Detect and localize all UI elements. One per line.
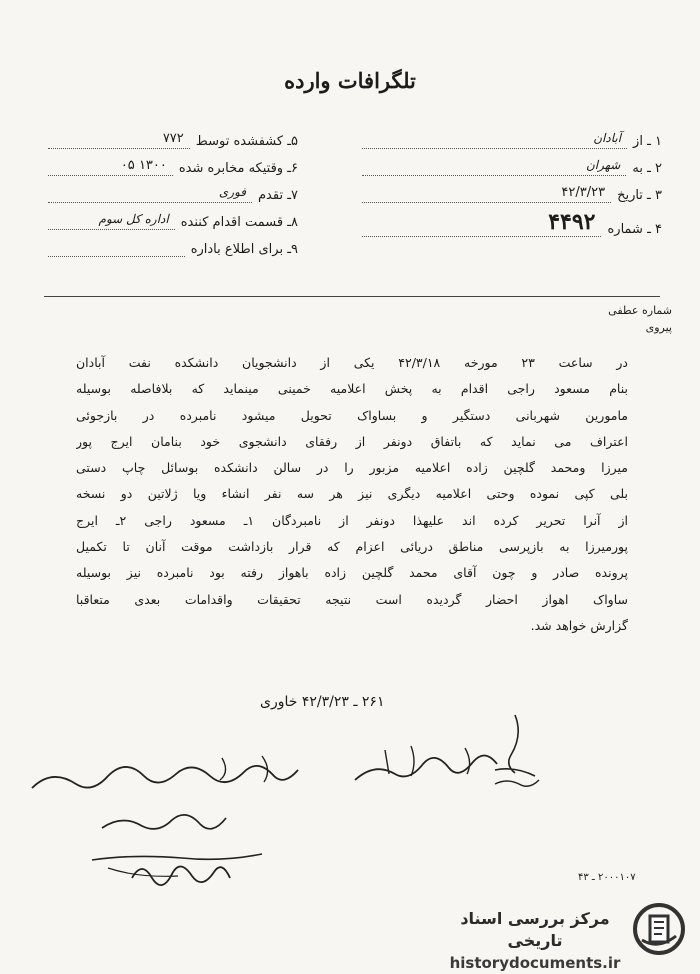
field-label: ۹ـ برای اطلاع باداره xyxy=(190,242,298,257)
field-value: ۴۴۹۲ xyxy=(362,209,601,237)
field-for-information xyxy=(48,230,298,257)
body-line: در ساعت ۲۳ مورخه ۴۲/۳/۱۸ یکی از دانشجویان دانشکده نفت آبادان xyxy=(76,355,628,370)
body-line: مامورین شهربانی دستگیر و بساواک تحویل میشود نامبرده در بازجوئی xyxy=(76,407,628,423)
field-sent-time xyxy=(48,149,298,176)
reference-number-label: شماره عطفی xyxy=(608,304,672,317)
field-label: ۲ ـ به xyxy=(632,161,662,176)
field-number xyxy=(362,203,662,237)
body-line: اعتراف می نماید که باتفاق دونفر از رفقای دانشجوی خود بنامان ایرج پور xyxy=(76,433,628,449)
body-line: پرونده صادر و چون آقای محمد گلچین زاده باهواز رفته بود نامبرده نیز بوسیله xyxy=(76,565,628,581)
field-value: آبادان xyxy=(362,131,627,149)
handwritten-note-right xyxy=(345,710,545,820)
field-label: ۷ـ تقدم xyxy=(258,188,298,203)
header-divider xyxy=(44,296,660,297)
field-label: ۳ ـ تاریخ xyxy=(617,188,662,203)
handwritten-note-left xyxy=(22,748,322,908)
field-label: ۵ـ کشفشده توسط xyxy=(195,134,298,149)
header-fields-left xyxy=(48,122,298,257)
field-priority xyxy=(48,176,298,203)
follow-up-label: پیروی xyxy=(645,321,672,334)
body-line: بلی کپی نموده وحتی اعلامیه دیگری نیز هر سه نفر انشاء ویا ژلاتین دو نسخه xyxy=(76,486,628,502)
field-label: ۱ ـ از xyxy=(633,134,662,149)
field-value: ۱۳۰۰ ۰۵ xyxy=(48,158,173,176)
field-label: ۶ـ وقتیکه مخابره شده xyxy=(178,161,298,176)
body-line: میرزا ومحمد گلچین زاده اعلامیه مزبور را در سالن دانشکده بوسائل چاپ دستی xyxy=(76,460,628,476)
field-to xyxy=(362,149,662,176)
field-value: ۴۲/۳/۲۳ xyxy=(362,185,611,203)
body-line: پورمیرزا به بازپرسی مناطق دریائی اعزام که قرار بازداشت موقت آنان تا تکمیل xyxy=(76,539,628,555)
field-value: اداره کل سوم xyxy=(48,212,175,230)
watermark-text: مرکز بررسی اسناد تاریخی xyxy=(460,909,610,950)
field-from xyxy=(362,122,662,149)
header-fields-right xyxy=(362,122,662,237)
field-value: فوری xyxy=(48,185,252,203)
body-line: گزارش خواهد شد. xyxy=(530,617,628,633)
document-title: تلگرافات وارده xyxy=(284,68,416,93)
field-date xyxy=(362,176,662,203)
telegram-body xyxy=(76,350,628,639)
field-label: ۸ـ قسمت اقدام کننده xyxy=(180,215,298,230)
field-value xyxy=(48,239,185,257)
reference-label xyxy=(608,302,672,336)
field-decoded-by xyxy=(48,122,298,149)
footer-date: ۲۶۱ ـ ۴۲/۳/۲۳ خاوری xyxy=(260,694,385,710)
body-line: از آنرا تحریر کرده اند علیهذا دونفر از نامبردگان ۱ـ مسعود راجی ۲ـ ایرج xyxy=(76,512,628,528)
body-line: ساواک اهواز احضار گردیده است نتیجه تحقیقات واقدامات بعدی متعاقبا xyxy=(76,591,628,607)
field-acting-department xyxy=(48,203,298,230)
field-value: ۷۷۲ xyxy=(48,131,190,149)
watermark xyxy=(440,900,690,972)
field-value: شهران xyxy=(362,158,626,176)
archive-logo-icon xyxy=(632,902,686,956)
body-line: بنام مسعود راجی اقدام به پخش اعلامیه خمینی مینماید که بلافاصله بوسیله xyxy=(76,381,628,397)
archive-stamp: ۲۰۰۰۱۰۷ ـ ۴۳ xyxy=(578,872,636,883)
field-label: ۴ ـ شماره xyxy=(607,222,662,237)
watermark-url[interactable]: historydocuments.ir xyxy=(449,954,621,972)
